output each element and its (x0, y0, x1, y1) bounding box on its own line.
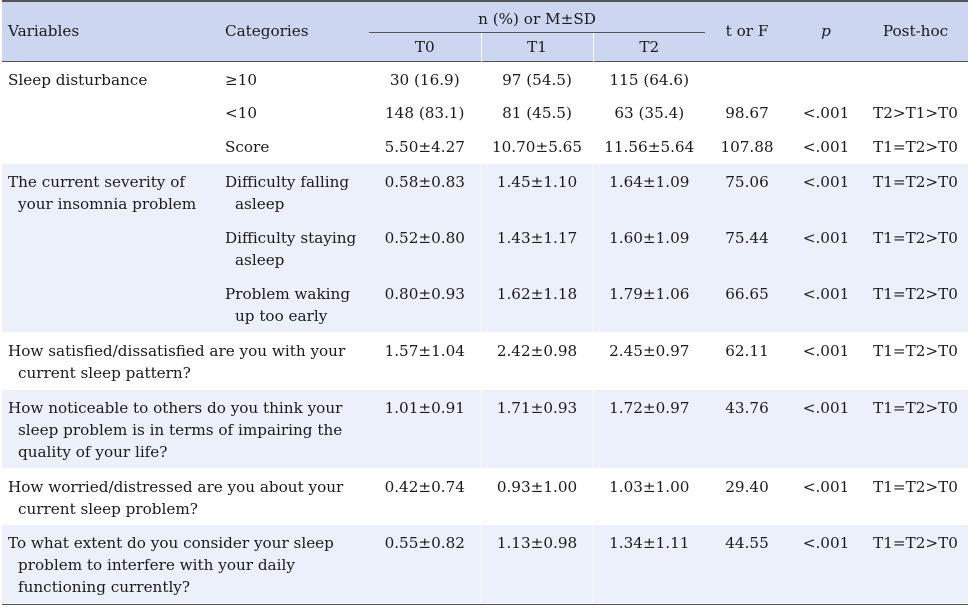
cell-p: <.001 (789, 468, 863, 524)
cell-tf: 29.40 (705, 468, 789, 524)
cell-tf: 98.67 (725, 104, 769, 122)
cell-posthoc: T1=T2>T0 (863, 524, 968, 603)
cell-t1: 1.62±1.18 (481, 276, 593, 332)
table-row (2, 332, 968, 389)
cell-tf: 66.65 (705, 276, 789, 332)
table-body (2, 61, 968, 603)
cell-t2: 1.72±0.97 (593, 389, 705, 468)
cell-p: <.001 (802, 138, 850, 156)
cell-variable: Sleep disturbance (8, 70, 148, 89)
header-group: n (%) or M±SD (369, 1, 705, 32)
cell-t1: 0.93±1.00 (481, 468, 593, 524)
cell-variable: How noticeable to others do you think your sleep problem is in terms of impairing the quality of your life? (2, 389, 369, 468)
cell-variable (2, 129, 219, 163)
table-row (2, 524, 968, 603)
header-t-or-f: t or F (725, 22, 769, 41)
cell-variable: To what extent do you consider your sleep problem to interfere with your daily functioning currently? (2, 524, 369, 603)
results-table-container (2, 0, 968, 603)
cell-posthoc (863, 61, 968, 95)
cell-t2: 1.79±1.06 (593, 276, 705, 332)
header-variables: Variables (8, 22, 80, 41)
cell-variable: How satisfied/dissatisfied are you with your current sleep pattern? (2, 332, 369, 389)
cell-category: Difficulty falling asleep (219, 163, 369, 220)
cell-t0: 148 (83.1) (369, 95, 481, 129)
cell-posthoc: T1=T2>T0 (863, 468, 968, 524)
cell-t1: 1.43±1.17 (481, 220, 593, 276)
table-row (2, 220, 968, 276)
cell-tf: 62.11 (705, 332, 789, 389)
cell-posthoc: T1=T2>T0 (863, 276, 968, 332)
cell-p: <.001 (802, 104, 850, 122)
cell-posthoc: T1=T2>T0 (863, 332, 968, 389)
table-row (2, 129, 968, 163)
cell-t0: 0.52±0.80 (369, 220, 481, 276)
cell-posthoc: T1=T2>T0 (863, 163, 968, 220)
table-row (2, 95, 968, 129)
cell-t0: 1.57±1.04 (369, 332, 481, 389)
table-row (2, 163, 968, 220)
table-header (2, 1, 968, 61)
header-categories: Categories (225, 22, 309, 41)
cell-t1: 1.45±1.10 (481, 163, 593, 220)
table-row (2, 276, 968, 332)
cell-tf: 75.06 (705, 163, 789, 220)
header-posthoc: Post-hoc (882, 22, 949, 41)
cell-t0: 5.50±4.27 (369, 129, 481, 163)
cell-category: ≥10 (225, 70, 258, 89)
cell-tf (705, 61, 789, 95)
header-t0: T0 (369, 32, 481, 61)
cell-variable (2, 276, 219, 332)
header-p: p (821, 22, 831, 41)
cell-tf: 44.55 (705, 524, 789, 603)
cell-t0: 0.58±0.83 (369, 163, 481, 220)
cell-p: <.001 (789, 524, 863, 603)
cell-p: <.001 (789, 220, 863, 276)
table-row (2, 468, 968, 524)
cell-category: Score (225, 138, 270, 156)
cell-t2: 1.03±1.00 (593, 468, 705, 524)
cell-posthoc: T2>T1>T0 (873, 104, 958, 122)
cell-t2: 2.45±0.97 (593, 332, 705, 389)
cell-posthoc: T1=T2>T0 (863, 389, 968, 468)
cell-t1: 81 (45.5) (481, 95, 593, 129)
cell-tf: 75.44 (705, 220, 789, 276)
cell-p: <.001 (789, 276, 863, 332)
cell-t2: 1.34±1.11 (593, 524, 705, 603)
cell-t0: 1.01±0.91 (369, 389, 481, 468)
cell-category: <10 (225, 104, 258, 122)
cell-tf: 107.88 (720, 138, 774, 156)
cell-p: <.001 (789, 389, 863, 468)
cell-category: Difficulty staying asleep (219, 220, 369, 276)
cell-p (789, 61, 863, 95)
cell-t2: 115 (64.6) (609, 70, 689, 89)
cell-tf: 43.76 (705, 389, 789, 468)
cell-t2: 63 (35.4) (614, 104, 685, 122)
table-row (2, 389, 968, 468)
cell-t2: 1.64±1.09 (593, 163, 705, 220)
cell-p: <.001 (789, 332, 863, 389)
cell-t2: 1.60±1.09 (593, 220, 705, 276)
cell-t0: 0.42±0.74 (369, 468, 481, 524)
table-row (2, 61, 968, 95)
cell-t1: 1.13±0.98 (481, 524, 593, 603)
cell-p: <.001 (789, 163, 863, 220)
header-t1: T1 (481, 32, 593, 61)
cell-t1: 2.42±0.98 (481, 332, 593, 389)
cell-variable: How worried/distressed are you about your current sleep problem? (2, 468, 369, 524)
cell-t1: 97 (54.5) (481, 61, 593, 95)
cell-t0: 0.80±0.93 (369, 276, 481, 332)
cell-t0: 30 (16.9) (369, 61, 481, 95)
cell-variable: The current severity of your insomnia problem (2, 163, 219, 220)
header-t2: T2 (639, 37, 660, 56)
cell-t2: 11.56±5.64 (604, 138, 695, 156)
cell-variable (2, 95, 219, 129)
cell-posthoc: T1=T2>T0 (863, 220, 968, 276)
cell-posthoc: T1=T2>T0 (873, 138, 958, 156)
cell-t1: 10.70±5.65 (481, 129, 593, 163)
cell-t1: 1.71±0.93 (481, 389, 593, 468)
cell-category: Problem waking up too early (219, 276, 369, 332)
cell-t0: 0.55±0.82 (369, 524, 481, 603)
cell-variable (2, 220, 219, 276)
results-table (2, 0, 968, 603)
